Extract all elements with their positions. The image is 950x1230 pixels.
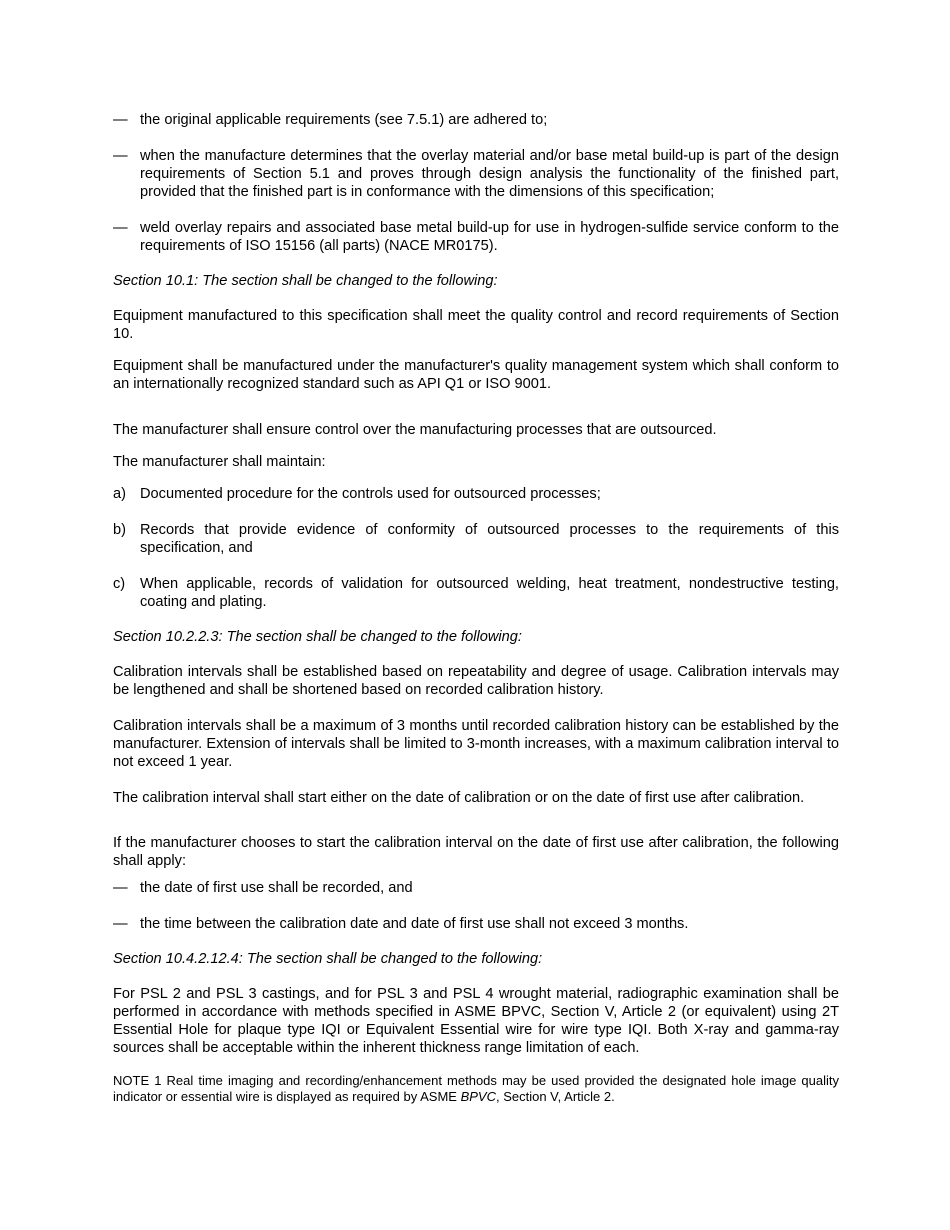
list-item-text: Records that provide evidence of conformity of outsourced processes to the requirements of this specification, and (140, 522, 839, 556)
section-10-2-2-3-heading: Section 10.2.2.3: The section shall be changed to the following: (113, 629, 522, 645)
paragraph: The calibration interval shall start either on the date of calibration or on the date of first use after calibration. (113, 790, 805, 806)
paragraph: The manufacturer shall maintain: (113, 454, 326, 470)
dash-item (113, 879, 839, 897)
note-italic-text: BPVC (460, 1089, 496, 1104)
list-item-text: When applicable, records of validation for outsourced welding, heat treatment, nondestructive testing, coating and plating. (140, 576, 839, 610)
list-marker: a) (113, 486, 126, 502)
paragraph: If the manufacturer chooses to start the calibration interval on the date of first use after calibration, the following shall apply: (113, 835, 839, 869)
dash-item-text: when the manufacture determines that the overlay material and/or base metal build-up is part of the design requirements of Section 5.1 and proves through design analysis the functionality of the finished part, provided that the finished part is in conformance with the dimensions of this specification; (140, 148, 839, 200)
dash-item-text: weld overlay repairs and associated base metal build-up for use in hydrogen-sulfide service conform to the requirements of ISO 15156 (all parts) (NACE MR0175). (140, 220, 839, 254)
dash-item-text: the date of first use shall be recorded, and (140, 880, 413, 896)
paragraph: Calibration intervals shall be established based on repeatability and degree of usage. Calibration intervals may be lengthened and shall be shortened based on recorded calibration history. (113, 664, 839, 698)
paragraph: Equipment shall be manufactured under the manufacturer's quality management system which shall conform to an internationally recognized standard such as API Q1 or ISO 9001. (113, 358, 839, 392)
dash-marker: — (113, 880, 128, 896)
dash-item (113, 147, 839, 201)
dash-item (113, 111, 839, 129)
paragraph: Equipment manufactured to this specification shall meet the quality control and record requirements of Section 10. (113, 308, 839, 342)
dash-item-text: the time between the calibration date and date of first use shall not exceed 3 months. (140, 916, 689, 932)
dash-item-text: the original applicable requirements (see 7.5.1) are adhered to; (140, 112, 548, 128)
list-item-text: Documented procedure for the controls used for outsourced processes; (140, 486, 601, 502)
section-10-1-heading: Section 10.1: The section shall be changed to the following: (113, 273, 498, 289)
list-item (113, 521, 839, 557)
list-marker: c) (113, 576, 126, 592)
note-text-end: , Section V, Article 2. (495, 1089, 615, 1104)
paragraph: The manufacturer shall ensure control over the manufacturing processes that are outsourced. (113, 422, 717, 438)
list-item (113, 575, 839, 611)
dash-item (113, 915, 839, 933)
dash-item (113, 219, 839, 255)
dash-marker: — (113, 916, 128, 932)
paragraph: For PSL 2 and PSL 3 castings, and for PSL 3 and PSL 4 wrought material, radiographic examination shall be performed in accordance with methods specified in ASME BPVC, Section V, Article 2 (or equivalent) using 2T Essential Hole for plaque type IQI or Equivalent Essential wire for wire type IQI. Both X-ray and gamma-ray sources shall be acceptable within the inherent thickness range limitation of each. (113, 986, 839, 1056)
paragraph: Calibration intervals shall be a maximum of 3 months until recorded calibration history can be established by the manufacturer. Extension of intervals shall be limited to 3-month increases, with a maximum calibration interval to not exceed 1 year. (113, 718, 839, 770)
list-marker: b) (113, 522, 126, 538)
dash-marker: — (113, 220, 128, 236)
list-item (113, 485, 839, 503)
note-text: NOTE 1 Real time imaging and recording/enhancement methods may be used provided the designated hole image quality indicator or essential wire is displayed as required by ASME (113, 1073, 839, 1104)
section-10-4-2-12-4-heading: Section 10.4.2.12.4: The section shall be changed to the following: (113, 951, 543, 967)
note (113, 1073, 839, 1105)
document-page (113, 111, 839, 1119)
dash-marker: — (113, 148, 128, 164)
dash-marker: — (113, 112, 128, 128)
